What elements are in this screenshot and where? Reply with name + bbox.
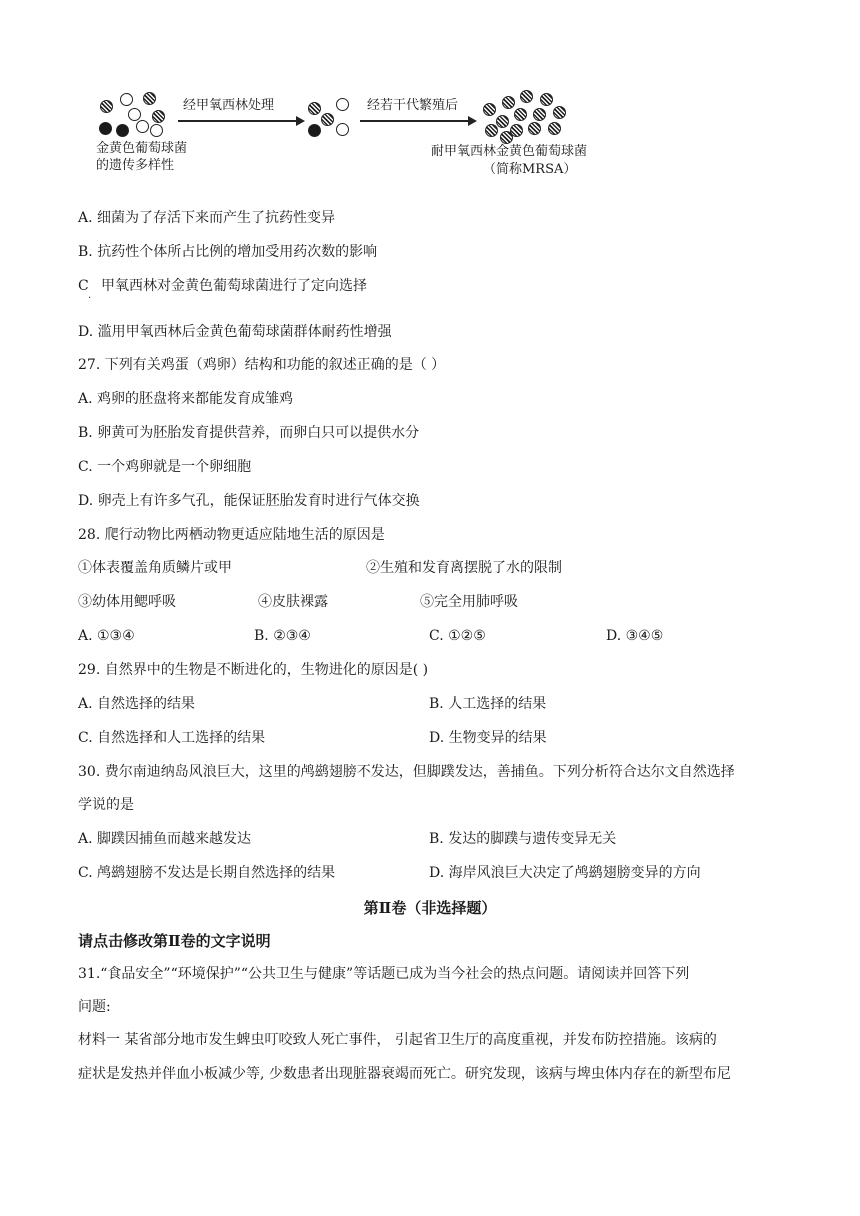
q28-item-1: ①体表覆盖角质鳞片或甲 <box>78 560 232 576</box>
bacterium-dot <box>528 122 541 135</box>
q26-option-b: B. 抗药性个体所占比例的增加受用药次数的影响 <box>78 244 378 260</box>
q29-option-a: A. 自然选择的结果 <box>78 696 196 712</box>
q26-option-a: A. 细菌为了存活下来而产生了抗药性变异 <box>78 210 336 226</box>
bacterium-dot <box>99 122 112 135</box>
arrow-line <box>178 120 298 122</box>
q30-option-b: B. 发达的脚蹼与遗传变异无关 <box>429 831 617 847</box>
q28-stem: 28. 爬行动物比两栖动物更适应陆地生活的原因是 <box>78 527 385 543</box>
bacterium-dot <box>128 108 141 121</box>
bacterium-dot <box>150 124 163 137</box>
q26-option-d: D. 滥用甲氧西林后金黄色葡萄球菌群体耐药性增强 <box>78 324 392 340</box>
q29-option-d: D. 生物变异的结果 <box>429 730 547 746</box>
q31-line3: 材料一 某省部分地市发生蜱虫叮咬致人死亡事件， 引起省卫生厅的高度重视，并发布防控措施。该病的 <box>78 1032 717 1048</box>
bacterium-dot <box>120 93 133 106</box>
bacterium-dot <box>308 102 321 115</box>
bacterium-dot <box>143 92 156 105</box>
q28-option-c: C. ①②⑤ <box>429 628 486 644</box>
arrow-label: 经若干代繁殖后 <box>367 98 459 113</box>
q26-option-c-letter: C <box>78 278 89 294</box>
q30-option-c: C. 鸬鹚翅膀不发达是长期自然选择的结果 <box>78 865 336 881</box>
q27-option-b: B. 卵黄可为胚胎发育提供营养，而卵白只可以提供水分 <box>78 425 420 441</box>
arrow-line <box>360 120 470 122</box>
q31-line4: 症状是发热并伴血小板减少等, 少数患者出现脏器衰竭而死亡。研究发现，该病与埤虫体内存在的新型布尼 <box>78 1066 731 1082</box>
q27-stem: 27. 下列有关鸡蛋（鸡卵）结构和功能的叙述正确的是（ ） <box>78 357 446 373</box>
bacterium-dot <box>321 113 334 126</box>
bacterium-dot <box>336 123 349 136</box>
bacterium-dot <box>496 115 509 128</box>
arrow-head <box>468 116 477 126</box>
bacterium-dot <box>553 106 566 119</box>
q28-item-2: ②生殖和发育离摆脱了水的限制 <box>366 560 562 576</box>
arrow-head <box>296 116 305 126</box>
q26-option-c: 甲氧西林对金黄色葡萄球菌进行了定向选择 <box>101 278 367 294</box>
bacterium-dot <box>540 93 553 106</box>
q31-line2: 问题: <box>78 999 111 1015</box>
section-title: 第Ⅱ卷（非选择题） <box>363 899 497 917</box>
q27-option-a: A. 鸡卵的胚盘将来都能发育成雏鸡 <box>78 391 294 407</box>
bacterium-dot <box>514 108 527 121</box>
q29-option-b: B. 人工选择的结果 <box>429 696 547 712</box>
figure-caption: 金黄色葡萄球菌 <box>96 141 188 156</box>
bacterium-dot <box>548 122 561 135</box>
bacterium-dot <box>502 96 515 109</box>
q30-stem-line2: 学说的是 <box>78 797 134 813</box>
q30-option-d: D. 海岸风浪巨大决定了鸬鹚翅膀变异的方向 <box>429 865 701 881</box>
bacterium-dot <box>116 124 129 137</box>
q27-option-c: C. 一个鸡卵就是一个卵细胞 <box>78 459 252 475</box>
figure-caption: 的遗传多样性 <box>96 158 175 173</box>
section-note[interactable]: 请点击修改第Ⅱ卷的文字说明 <box>78 932 271 950</box>
q29-option-c: C. 自然选择和人工选择的结果 <box>78 730 266 746</box>
figure-caption: （简称MRSA） <box>483 162 577 177</box>
bacterium-dot <box>520 90 533 103</box>
q29-stem: 29. 自然界中的生物是不断进化的，生物进化的原因是( ) <box>78 662 429 678</box>
q30-stem-line1: 30. 费尔南迪纳岛风浪巨大，这里的鸬鹚翅膀不发达，但脚蹼发达，善捕鱼。下列分析符合达尔文自然选择 <box>78 764 735 780</box>
q28-option-d: D. ③④⑤ <box>606 628 664 644</box>
q28-item-5: ⑤完全用肺呼吸 <box>420 594 518 610</box>
q26-option-c-dot: . <box>88 290 92 301</box>
bacterium-dot <box>483 103 496 116</box>
q28-option-b: B. ②③④ <box>254 628 311 644</box>
arrow-label: 经甲氧西林处理 <box>183 98 275 113</box>
bacterium-dot <box>336 98 349 111</box>
q28-item-4: ④皮肤裸露 <box>258 594 328 610</box>
bacterium-dot <box>533 108 546 121</box>
q28-item-3: ③幼体用鳃呼吸 <box>78 594 176 610</box>
bacterium-dot <box>308 124 321 137</box>
bacterium-dot <box>485 124 498 137</box>
q28-option-a: A. ①③④ <box>78 628 135 644</box>
bacterium-dot <box>152 110 165 123</box>
bacterium-dot <box>136 120 149 133</box>
q30-option-a: A. 脚蹼因捕鱼而越来越发达 <box>78 831 252 847</box>
bacterium-dot <box>100 100 113 113</box>
q27-option-d: D. 卵壳上有许多气孔，能保证胚胎发育时进行气体交换 <box>78 493 420 509</box>
q31-line1: 31.“食品安全”“环境保护”“公共卫生与健康”等话题已成为当今社会的热点问题。请阅读并回答下列 <box>78 966 690 982</box>
figure-caption: 耐甲氧西林金黄色葡萄球菌 <box>431 144 588 159</box>
